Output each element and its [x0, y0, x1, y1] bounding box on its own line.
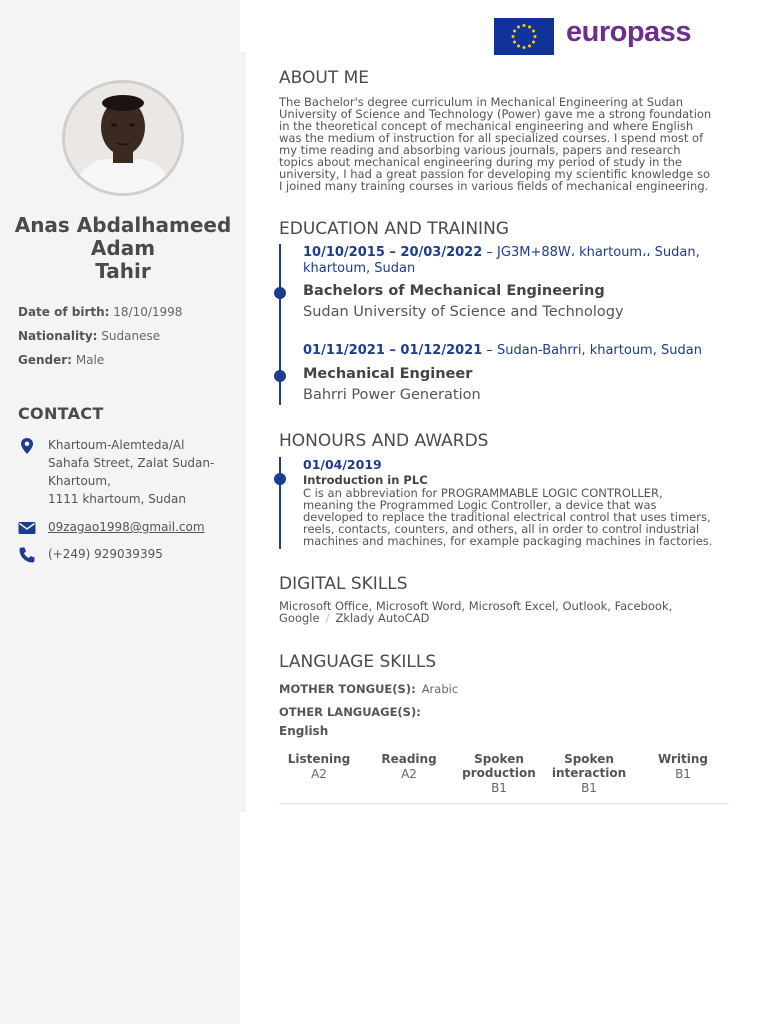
- about-line: I joined many training courses in various fields of mechanical engineering.: [279, 179, 709, 193]
- about-line: topics about mechanical engineering during my period of study in the: [279, 155, 682, 169]
- digital-skills-heading: DIGITAL SKILLS: [279, 574, 408, 594]
- gender-label: Gender:: [18, 353, 72, 367]
- mother-tongue-value: Arabic: [421, 682, 459, 696]
- about-line: university, I had a great passion for developing my scientific knowledge so: [279, 167, 710, 181]
- nationality-label: Nationality:: [18, 329, 98, 343]
- timeline-dot: [274, 287, 286, 299]
- gender-value: Male: [75, 353, 105, 367]
- address: [48, 436, 214, 508]
- dob-value: 18/10/1998: [113, 305, 183, 319]
- education-location-continued: khartoum, Sudan: [303, 261, 416, 276]
- contact-heading: CONTACT: [18, 404, 104, 423]
- education-organization: Sudan University of Science and Technology: [303, 304, 624, 320]
- about-line: University of Science and Technology (Power) gave me a strong foundation: [279, 107, 712, 121]
- education-organization: Bahrri Power Generation: [303, 387, 481, 403]
- skills-line-2: [279, 612, 672, 624]
- nationality-value: Sudanese: [101, 329, 161, 343]
- award-line: C is an abbreviation for PROGRAMMABLE LOGIC CONTROLLER,: [303, 486, 663, 500]
- language-levels-table: [279, 752, 729, 804]
- award-line: reels, contacts, counters, and others, all in order to control industrial: [303, 522, 700, 536]
- honours-heading: HONOURS AND AWARDS: [279, 431, 489, 451]
- language-level-writing: [638, 752, 728, 781]
- eu-flag-icon: [494, 18, 554, 55]
- award-line: machines and machines, for example packaging machines in factories.: [303, 534, 713, 548]
- mother-tongue: [279, 682, 458, 696]
- skill-autocad: Zklady AutoCAD: [335, 611, 430, 625]
- award-line: developed to replace the traditional electrical control that uses timers,: [303, 510, 711, 524]
- about-line: in the theoretical concept of mechanical engineering and where English: [279, 119, 694, 133]
- about-line: The Bachelor's degree curriculum in Mechanical Engineering at Sudan: [279, 95, 683, 109]
- level-value: A2: [401, 767, 417, 781]
- phone-number: (+249) 929039395: [48, 547, 163, 561]
- skill-separator: /: [325, 611, 330, 625]
- other-languages-label: OTHER LANGUAGE(S):: [279, 705, 421, 719]
- gender: [18, 353, 104, 367]
- level-value: A2: [311, 767, 327, 781]
- about-line: was the medium of instruction for all specialized courses. I spend most of: [279, 131, 704, 145]
- language-name: English: [279, 724, 329, 738]
- address-line: Sahafa Street, Zalat Sudan-: [48, 456, 215, 470]
- date-of-birth: [18, 305, 182, 319]
- dob-label: Date of birth:: [18, 305, 110, 319]
- language-level-spoken-interaction: [544, 752, 634, 795]
- education-title: Bachelors of Mechanical Engineering: [303, 283, 605, 299]
- about-line: my time reading and absorbing various journals, papers and research: [279, 143, 681, 157]
- education-date: 01/11/2021 – 01/12/2021: [303, 343, 483, 358]
- address-line: Khartoum-Alemteda/Al: [48, 438, 185, 452]
- europass-logo: [494, 18, 700, 56]
- timeline-dot: [274, 473, 286, 485]
- honours-timeline-line: [279, 457, 281, 549]
- name-line-2: Adam: [90, 236, 156, 260]
- location-pin-icon: [18, 437, 36, 455]
- address-line: Khartoum,: [48, 474, 111, 488]
- award-line: meaning the Programmed Logic Controller, a device that was: [303, 498, 657, 512]
- language-level-listening: [274, 752, 364, 781]
- education-location: – JG3M+88W، khartoum،، Sudan,: [486, 245, 700, 260]
- level-value: B1: [491, 781, 507, 795]
- logo-text: europass: [566, 16, 691, 48]
- level-header: Spoken: [474, 752, 524, 766]
- award-date: 01/04/2019: [303, 457, 382, 472]
- email: [48, 518, 205, 536]
- sidebar-background-bottom: [0, 812, 240, 1024]
- education-heading: EDUCATION AND TRAINING: [279, 219, 509, 239]
- profile-photo: [62, 80, 184, 196]
- education-entry-date: [303, 245, 700, 261]
- level-header-2: production: [462, 766, 536, 780]
- name-line-3: Tahir: [95, 259, 151, 283]
- email-link[interactable]: 09zagao1998@gmail.com: [48, 520, 205, 534]
- person-name: [0, 214, 246, 283]
- level-value: B1: [581, 781, 597, 795]
- level-value: B1: [675, 767, 691, 781]
- nationality: [18, 329, 160, 343]
- phone: [48, 545, 163, 563]
- phone-icon: [18, 546, 36, 564]
- language-level-reading: [364, 752, 454, 781]
- skill-google: Google: [279, 611, 320, 625]
- address-line: 1111 khartoum, Sudan: [48, 492, 186, 506]
- skills-line: Microsoft Office, Microsoft Word, Microsoft Excel, Outlook, Facebook,: [279, 599, 673, 613]
- language-level-spoken-production: [454, 752, 544, 795]
- award-description: [303, 487, 733, 547]
- level-header: Reading: [381, 752, 437, 766]
- education-entry-date: [303, 343, 702, 359]
- education-location: – Sudan-Bahrri, khartoum, Sudan: [486, 343, 702, 358]
- education-title: Mechanical Engineer: [303, 366, 473, 382]
- education-date: 10/10/2015 – 20/03/2022: [303, 245, 483, 260]
- name-line-1: Anas Abdalhameed: [14, 213, 232, 237]
- digital-skills-list: [279, 600, 672, 624]
- level-header: Listening: [287, 752, 351, 766]
- timeline-dot: [274, 370, 286, 382]
- language-skills-heading: LANGUAGE SKILLS: [279, 652, 437, 672]
- award-title: Introduction in PLC: [303, 473, 428, 487]
- level-header: Writing: [657, 752, 709, 766]
- mother-tongue-label: MOTHER TONGUE(S):: [279, 682, 416, 696]
- about-text: [279, 96, 731, 192]
- level-header: Spoken: [564, 752, 614, 766]
- email-icon: [18, 519, 36, 537]
- about-heading: ABOUT ME: [279, 68, 370, 88]
- level-header-2: interaction: [551, 766, 627, 780]
- sidebar-background-top: [0, 0, 240, 52]
